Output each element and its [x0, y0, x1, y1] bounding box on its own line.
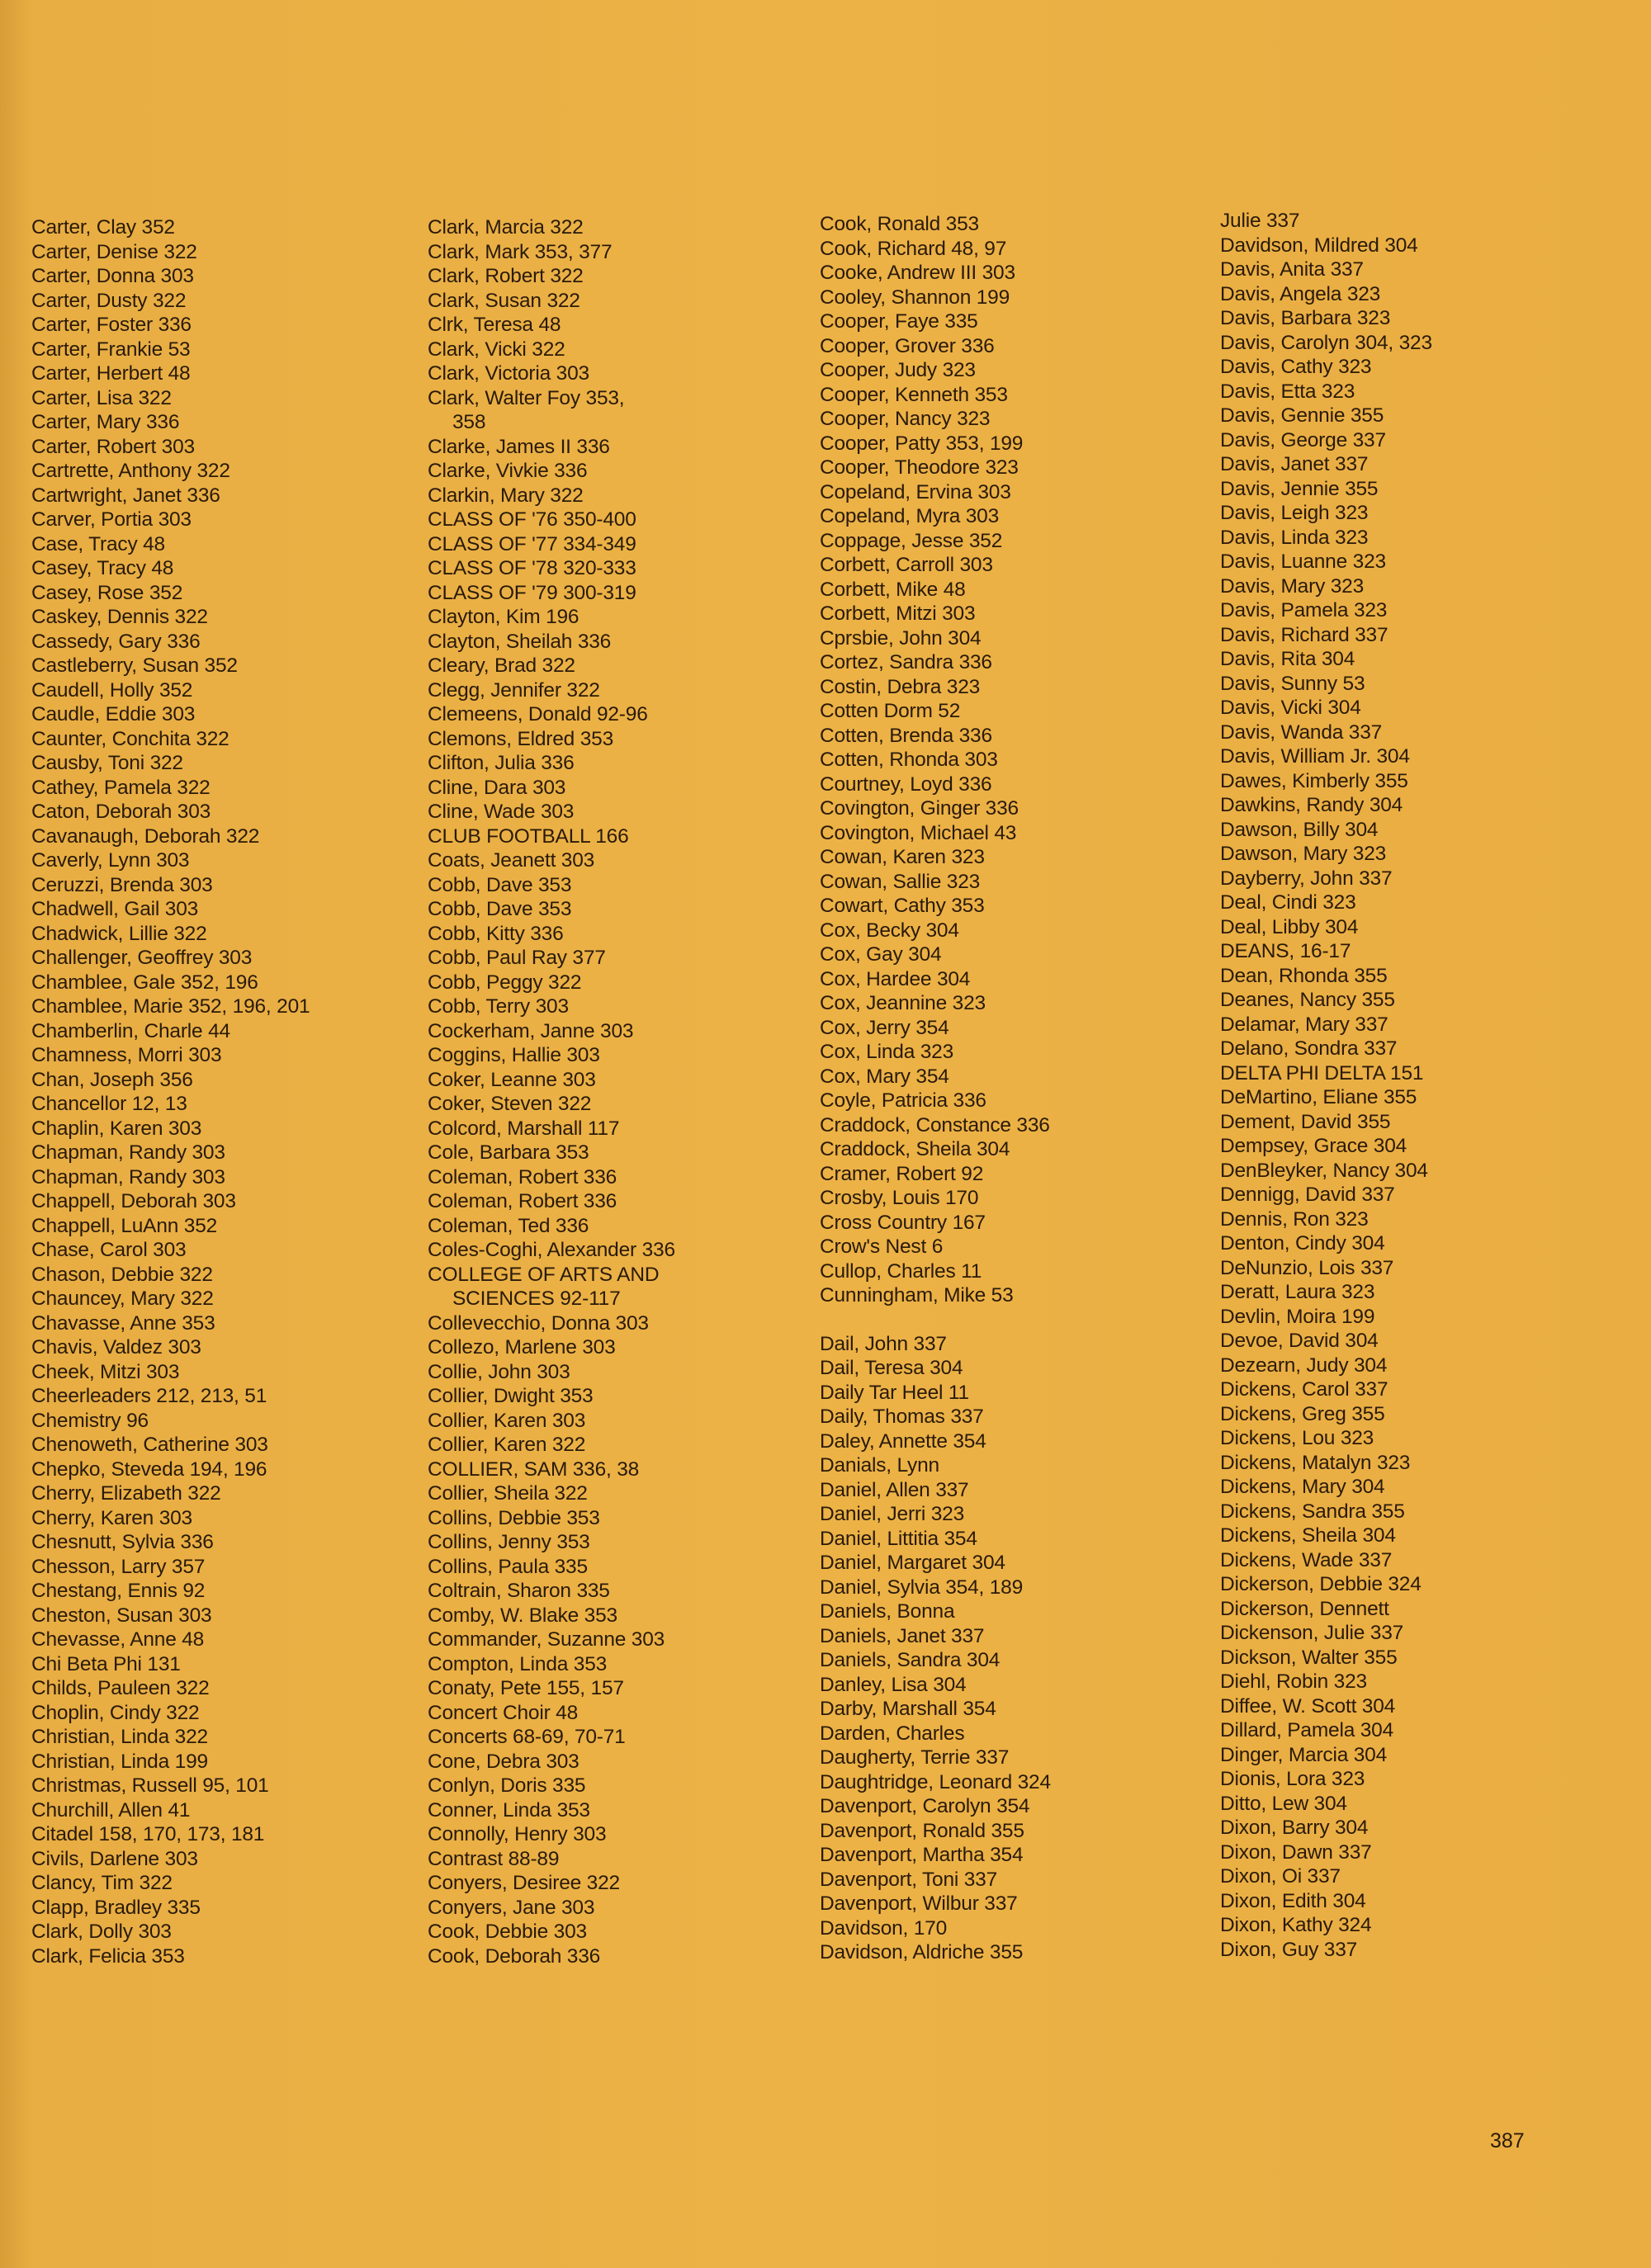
index-entry: Dickens, Mary 304	[1220, 1476, 1385, 1498]
index-entry: Dickens, Sandra 355	[1220, 1500, 1405, 1523]
index-entry: Cartrette, Anthony 322	[31, 460, 230, 482]
index-entry: Coles-Coghi, Alexander 336	[428, 1239, 675, 1261]
index-entry: Coats, Jeanett 303	[428, 849, 595, 872]
index-entry: Coleman, Robert 336	[428, 1165, 617, 1188]
index-entry: Davidson, 170	[820, 1916, 948, 1940]
index-entry: Chesnutt, Sylvia 336	[31, 1531, 214, 1553]
index-entry: Chaplin, Karen 303	[31, 1117, 202, 1140]
index-entry: Davis, Leigh 323	[1220, 502, 1369, 524]
index-entry: Daughtridge, Leonard 324	[820, 1770, 1051, 1793]
index-entry: Cook, Deborah 336	[428, 1944, 601, 1968]
index-entry: Carter, Lisa 322	[31, 386, 172, 409]
index-entry: Cotten Dorm 52	[820, 700, 961, 722]
index-entry: Davidson, Mildred 304	[1220, 234, 1418, 257]
index-entry: Chapman, Randy 303	[31, 1165, 225, 1188]
index-entry: Chi Beta Phi 131	[31, 1652, 181, 1675]
index-entry: Collezo, Marlene 303	[428, 1336, 616, 1358]
index-entry: Cartwright, Janet 336	[31, 484, 220, 507]
index-entry: Cook, Richard 48, 97	[820, 237, 1007, 260]
index-entry: Caskey, Dennis 322	[31, 606, 208, 628]
index-entry: Daily, Thomas 337	[820, 1406, 984, 1428]
index-entry: Clemons, Eldred 353	[428, 727, 613, 750]
index-entry: Coppage, Jesse 352	[820, 529, 1003, 552]
index-entry: Davis, Etta 323	[1220, 380, 1355, 403]
index-entry: DeMartino, Eliane 355	[1220, 1086, 1417, 1108]
index-entry: Conyers, Desiree 322	[428, 1872, 620, 1894]
index-entry: Darby, Marshall 354	[820, 1698, 996, 1720]
index-entry: Clarke, Vivkie 336	[428, 460, 588, 482]
index-entry: Clark, Marcia 322	[428, 216, 584, 239]
index-entry: Craddock, Sheila 304	[820, 1138, 1010, 1160]
index-entry: Clemeens, Donald 92-96	[428, 703, 648, 725]
index-entry: Devoe, David 304	[1220, 1330, 1379, 1352]
index-entry: Clark, Dolly 303	[31, 1921, 172, 1943]
page-number: 387	[1490, 2129, 1525, 2152]
index-entry: Collier, Sheila 322	[428, 1482, 588, 1505]
index-entry: Daniels, Sandra 304	[820, 1649, 1001, 1671]
index-entry: Dickson, Walter 355	[1220, 1646, 1398, 1669]
index-entry: Collins, Paula 335	[428, 1555, 588, 1578]
index-entry: Cooper, Theodore 323	[820, 456, 1019, 479]
index-entry: Copeland, Ervina 303	[820, 480, 1011, 503]
index-entry: Cooke, Andrew III 303	[820, 262, 1015, 284]
index-entry: Cox, Hardee 304	[820, 967, 971, 990]
index-entry: Diehl, Robin 323	[1220, 1670, 1367, 1693]
index-entry: Conaty, Pete 155, 157	[428, 1677, 624, 1699]
index-entry: Causby, Toni 322	[31, 752, 183, 774]
index-entry: Dinger, Marcia 304	[1220, 1743, 1388, 1766]
index-entry: COLLIER, SAM 336, 38	[428, 1458, 640, 1481]
index-entry: Danials, Lynn	[820, 1454, 939, 1477]
index-entry: Davis, Mary 323	[1220, 574, 1365, 598]
index-entry: Cobb, Dave 353	[428, 898, 572, 920]
index-entry: Christian, Linda 199	[31, 1750, 208, 1773]
index-entry: Cassedy, Gary 336	[31, 630, 201, 653]
index-entry: Cole, Barbara 353	[428, 1141, 589, 1164]
index-entry: Cortez, Sandra 336	[820, 651, 992, 673]
index-entry: Cheerleaders 212, 213, 51	[31, 1385, 267, 1407]
index-entry: Davis, Richard 337	[1220, 623, 1388, 646]
index-entry: Dennis, Ron 323	[1220, 1207, 1369, 1231]
index-entry: Carter, Denise 322	[31, 240, 197, 263]
index-entry: DeNunzio, Lois 337	[1220, 1256, 1394, 1279]
index-entry: Chan, Joseph 356	[31, 1068, 193, 1091]
index-entry: Clapp, Bradley 335	[31, 1896, 201, 1919]
index-entry: Castleberry, Susan 352	[31, 654, 238, 677]
index-entry: Churchill, Allen 41	[31, 1798, 191, 1821]
index-entry: Deal, Cindi 323	[1220, 891, 1356, 914]
index-entry: Carter, Donna 303	[31, 265, 194, 287]
index-entry: Coggins, Hallie 303	[428, 1044, 600, 1066]
index-entry: Davenport, Toni 337	[820, 1868, 998, 1891]
index-entry: Carter, Herbert 48	[31, 362, 191, 385]
index-entry: Cowart, Cathy 353	[820, 895, 985, 917]
index-entry: Collier, Dwight 353	[428, 1385, 594, 1407]
index-entry: Dayberry, John 337	[1220, 867, 1393, 890]
index-entry: Clayton, Kim 196	[428, 606, 580, 628]
index-entry: Chemistry 96	[31, 1409, 149, 1432]
index-entry: Crosby, Louis 170	[820, 1187, 979, 1209]
index-entry: Diffee, W. Scott 304	[1220, 1694, 1396, 1718]
index-entry: Dawes, Kimberly 355	[1220, 769, 1408, 792]
index-entry: Chenoweth, Catherine 303	[31, 1434, 268, 1456]
index-entry: Childs, Pauleen 322	[31, 1677, 210, 1699]
index-entry: Cockerham, Janne 303	[428, 1019, 634, 1042]
index-entry: Casey, Tracy 48	[31, 557, 174, 579]
index-entry: Cavanaugh, Deborah 322	[31, 825, 260, 848]
index-column-4	[1220, 209, 1608, 1962]
index-entry: Craddock, Constance 336	[820, 1113, 1050, 1136]
index-entry: Chavis, Valdez 303	[31, 1336, 201, 1358]
index-entry: Devlin, Moira 199	[1220, 1305, 1375, 1328]
index-entry: Dickens, Lou 323	[1220, 1427, 1374, 1449]
index-entry: Dawson, Mary 323	[1220, 843, 1387, 865]
index-entry: Cheston, Susan 303	[31, 1604, 212, 1627]
index-entry: Cone, Debra 303	[428, 1750, 580, 1773]
index-entry: Davis, Barbara 323	[1220, 307, 1391, 329]
index-entry: Concert Choir 48	[428, 1701, 578, 1724]
index-entry: Davis, William Jr. 304	[1220, 745, 1410, 768]
index-entry: Darden, Charles	[820, 1722, 965, 1745]
index-entry: Davis, George 337	[1220, 428, 1386, 451]
index-entry: Davis, Jennie 355	[1220, 477, 1379, 500]
index-entry: Collevecchio, Donna 303	[428, 1311, 649, 1335]
index-entry: Clark, Felicia 353	[31, 1944, 185, 1968]
index-entry: Dickens, Sheila 304	[1220, 1524, 1396, 1547]
index-entry: Cline, Wade 303	[428, 801, 575, 823]
index-entry: Clarkin, Mary 322	[428, 484, 584, 507]
index-entry: Davis, Rita 304	[1220, 648, 1355, 670]
index-entry: Connolly, Henry 303	[428, 1823, 607, 1845]
index-entry: Denton, Cindy 304	[1220, 1232, 1385, 1254]
index-entry: CLASS OF '77 334-349	[428, 532, 636, 555]
index-entry: Clayton, Sheilah 336	[428, 630, 612, 653]
index-entry: Chamness, Morri 303	[31, 1044, 222, 1066]
index-entry: Chappell, Deborah 303	[31, 1190, 236, 1212]
index-entry: Davis, Angela 323	[1220, 282, 1381, 305]
index-entry: Cox, Becky 304	[820, 919, 959, 942]
index-entry: Costin, Debra 323	[820, 675, 981, 698]
index-entry: Chamblee, Marie 352, 196, 201	[31, 995, 310, 1018]
index-entry: Courtney, Loyd 336	[820, 773, 992, 796]
index-entry: Danley, Lisa 304	[820, 1673, 967, 1696]
index-entry: Clark, Victoria 303	[428, 362, 589, 385]
index-entry: Clifton, Julia 336	[428, 752, 575, 774]
index-entry: Cook, Ronald 353	[820, 213, 979, 235]
index-entry: Daniel, Jerri 323	[820, 1503, 964, 1525]
index-entry: Davenport, Carolyn 354	[820, 1795, 1030, 1817]
index-entry: Cooper, Patty 353, 199	[820, 432, 1024, 455]
index-entry: Carter, Clay 352	[31, 216, 175, 239]
index-entry: Chevasse, Anne 48	[31, 1628, 205, 1651]
index-entry: Corbett, Carroll 303	[820, 554, 993, 576]
index-entry: Carter, Mary 336	[31, 411, 180, 433]
index-entry: Cheek, Mitzi 303	[31, 1360, 180, 1383]
index-entry: Cooper, Kenneth 353	[820, 383, 1008, 406]
index-entry: CLASS OF '79 300-319	[428, 581, 636, 604]
index-entry: Ceruzzi, Brenda 303	[31, 873, 213, 896]
index-entry: Chason, Debbie 322	[31, 1263, 213, 1286]
index-entry: Cox, Jerry 354	[820, 1016, 949, 1039]
index-entry: Dickens, Greg 355	[1220, 1402, 1385, 1425]
index-entry: Cotten, Rhonda 303	[820, 749, 998, 771]
index-entry: Commander, Suzanne 303	[428, 1628, 665, 1651]
index-entry: Casey, Rose 352	[31, 581, 183, 604]
index-entry: Clrk, Teresa 48	[428, 314, 561, 336]
index-entry: Deratt, Laura 323	[1220, 1281, 1375, 1303]
index-entry: Davenport, Ronald 355	[820, 1819, 1024, 1842]
index-entry: Clark, Vicki 322	[428, 338, 565, 361]
index-entry: Citadel 158, 170, 173, 181	[31, 1823, 265, 1845]
index-entry: Cox, Linda 323	[820, 1041, 954, 1063]
index-entry: Cowan, Sallie 323	[820, 870, 981, 893]
index-entry: Caverly, Lynn 303	[31, 849, 190, 872]
index-entry: Dixon, Kathy 324	[1220, 1914, 1372, 1936]
index-entry: Chesson, Larry 357	[31, 1555, 206, 1578]
index-entry: Daniels, Janet 337	[820, 1624, 985, 1647]
index-entry: Collier, Karen 322	[428, 1434, 586, 1456]
index-entry: Daniel, Margaret 304	[820, 1552, 1005, 1574]
index-entry: Collins, Jenny 353	[428, 1531, 590, 1553]
index-entry: Davis, Luanne 323	[1220, 550, 1386, 573]
index-entry: Cowan, Karen 323	[820, 846, 985, 868]
index-entry: Davis, Sunny 53	[1220, 672, 1365, 695]
index-entry: DEANS, 16-17	[1220, 940, 1351, 962]
index-entry: Conner, Linda 353	[428, 1798, 590, 1821]
index-entry: Davis, Linda 323	[1220, 526, 1369, 549]
index-entry: Cunningham, Mike 53	[820, 1284, 1014, 1306]
index-entry: Davis, Cathy 323	[1220, 356, 1372, 378]
index-entry: Copeland, Myra 303	[820, 505, 1000, 527]
index-entry: Davidson, Aldriche 355	[820, 1941, 1024, 1963]
index-entry: Carter, Frankie 53	[31, 338, 191, 361]
index-entry: Dickens, Carol 337	[1220, 1378, 1388, 1401]
index-entry: Dionis, Lora 323	[1220, 1768, 1365, 1790]
index-entry: Covington, Michael 43	[820, 821, 1017, 844]
index-entry: Dixon, Barry 304	[1220, 1817, 1369, 1839]
index-entry: Cooper, Nancy 323	[820, 408, 991, 430]
index-entry: Chase, Carol 303	[31, 1239, 187, 1261]
index-entry: Christian, Linda 322	[31, 1726, 208, 1748]
index-entry: Davis, Vicki 304	[1220, 697, 1361, 719]
index-entry: Cobb, Peggy 322	[428, 971, 582, 994]
index-column-3	[820, 212, 1208, 1965]
index-entry: Cooper, Grover 336	[820, 334, 995, 357]
index-entry: Cathey, Pamela 322	[31, 776, 211, 799]
index-entry: Cross Country 167	[820, 1211, 986, 1234]
index-entry: Dawson, Billy 304	[1220, 818, 1379, 841]
index-entry: Davenport, Martha 354	[820, 1844, 1024, 1866]
index-entry: Dail, John 337	[820, 1332, 947, 1355]
index-entry: Case, Tracy 48	[31, 532, 165, 555]
index-entry: Delano, Sondra 337	[1220, 1037, 1398, 1060]
index-entry: Daniels, Bonna	[820, 1600, 955, 1623]
index-entry: Davis, Anita 337	[1220, 258, 1364, 281]
index-entry: Dickens, Matalyn 323	[1220, 1451, 1411, 1474]
index-entry: Clark, Mark 353, 377	[428, 240, 613, 263]
index-entry: 358	[452, 411, 486, 433]
index-entry: Dempsey, Grace 304	[1220, 1135, 1407, 1157]
index-column-2	[428, 215, 816, 1968]
index-entry: Dillard, Pamela 304	[1220, 1719, 1394, 1741]
index-entry: Davis, Pamela 323	[1220, 599, 1388, 621]
index-entry: Corbett, Mike 48	[820, 578, 966, 601]
index-entry: CLASS OF '78 320-333	[428, 557, 636, 579]
index-entry: Coyle, Patricia 336	[820, 1089, 986, 1112]
index-entry: Chapman, Randy 303	[31, 1141, 225, 1164]
index-entry: Davis, Janet 337	[1220, 453, 1369, 475]
index-entry: Colcord, Marshall 117	[428, 1117, 620, 1140]
index-entry: Choplin, Cindy 322	[31, 1701, 200, 1724]
index-entry: Daniel, Sylvia 354, 189	[820, 1576, 1023, 1599]
index-entry: Dixon, Edith 304	[1220, 1889, 1366, 1912]
index-entry: Dennigg, David 337	[1220, 1184, 1395, 1206]
index-entry: Davis, Wanda 337	[1220, 721, 1383, 744]
index-entry: Dickenson, Julie 337	[1220, 1622, 1404, 1644]
index-entry: Cox, Gay 304	[820, 943, 942, 966]
index-entry: Carter, Robert 303	[31, 435, 195, 458]
index-entry: Cook, Debbie 303	[428, 1921, 587, 1943]
index-entry: Coltrain, Sharon 335	[428, 1580, 610, 1602]
index-entry: Chadwick, Lillie 322	[31, 922, 207, 945]
index-entry: Cprsbie, John 304	[820, 626, 982, 650]
index-entry: Dawkins, Randy 304	[1220, 794, 1403, 816]
index-entry: Chauncey, Mary 322	[31, 1288, 214, 1310]
index-entry: Carter, Dusty 322	[31, 289, 187, 312]
index-entry: COLLEGE OF ARTS AND	[428, 1263, 660, 1286]
index-entry: Cobb, Terry 303	[428, 995, 569, 1018]
index-entry: Cobb, Paul Ray 377	[428, 947, 606, 969]
index-entry: Dixon, Oi 337	[1220, 1865, 1341, 1888]
index-entry: CLASS OF '76 350-400	[428, 508, 636, 531]
index-entry: Deal, Libby 304	[1220, 915, 1359, 938]
index-entry: Cox, Jeannine 323	[820, 992, 986, 1014]
index-entry: Clark, Walter Foy 353,	[428, 386, 625, 409]
index-entry: Clarke, James II 336	[428, 435, 610, 458]
index-entry: Cox, Mary 354	[820, 1065, 949, 1088]
index-entry: Dixon, Guy 337	[1220, 1938, 1358, 1961]
index-entry: Concerts 68-69, 70-71	[428, 1726, 626, 1748]
index-entry: Conlyn, Doris 335	[428, 1774, 586, 1797]
index-entry: Conyers, Jane 303	[428, 1896, 595, 1919]
index-entry: Chancellor 12, 13	[31, 1093, 187, 1115]
index-entry: Cherry, Elizabeth 322	[31, 1482, 221, 1505]
index-entry: Delamar, Mary 337	[1220, 1013, 1388, 1036]
index-entry: Challenger, Geoffrey 303	[31, 947, 253, 969]
index-entry: CLUB FOOTBALL 166	[428, 825, 629, 848]
index-entry: DELTA PHI DELTA 151	[1220, 1061, 1424, 1084]
index-entry: Collie, John 303	[428, 1360, 570, 1383]
index-entry: Clark, Robert 322	[428, 265, 584, 287]
index-entry: Contrast 88-89	[428, 1847, 560, 1870]
index-entry: Clegg, Jennifer 322	[428, 678, 600, 702]
index-entry: Cline, Dara 303	[428, 776, 566, 799]
index-entry: Cobb, Kitty 336	[428, 922, 564, 945]
index-entry: Compton, Linda 353	[428, 1652, 608, 1675]
index-entry: Coleman, Robert 336	[428, 1190, 617, 1212]
index-entry: Carter, Foster 336	[31, 314, 192, 336]
index-entry: Coker, Leanne 303	[428, 1068, 596, 1091]
index-entry: Crow's Nest 6	[820, 1236, 944, 1258]
index-entry: Dixon, Dawn 337	[1220, 1840, 1372, 1864]
index-entry: Davis, Gennie 355	[1220, 404, 1384, 427]
index-entry: Dickerson, Debbie 324	[1220, 1573, 1422, 1595]
index-entry: Chappell, LuAnn 352	[31, 1214, 218, 1237]
index-entry: Dean, Rhonda 355	[1220, 964, 1388, 987]
index-entry: Cherry, Karen 303	[31, 1506, 192, 1529]
index-entry: DenBleyker, Nancy 304	[1220, 1159, 1428, 1182]
index-entry: Civils, Darlene 303	[31, 1847, 198, 1870]
index-entry: Coleman, Ted 336	[428, 1214, 589, 1237]
index-entry: Chadwell, Gail 303	[31, 898, 199, 920]
index-entry: Dezearn, Judy 304	[1220, 1354, 1388, 1377]
index-entry: Dickerson, Dennett	[1220, 1597, 1389, 1620]
index-entry: Corbett, Mitzi 303	[820, 602, 976, 625]
index-entry: Daugherty, Terrie 337	[820, 1746, 1010, 1769]
index-entry: Carver, Portia 303	[31, 508, 192, 531]
index-entry: Cooper, Judy 323	[820, 359, 976, 381]
index-entry: Cramer, Robert 92	[820, 1162, 984, 1185]
index-entry: Collier, Karen 303	[428, 1409, 586, 1432]
index-column-1	[31, 215, 419, 1968]
index-entry: Caton, Deborah 303	[31, 801, 211, 823]
index-entry: Clancy, Tim 322	[31, 1872, 173, 1894]
index-entry: Chamblee, Gale 352, 196	[31, 971, 258, 994]
index-entry: Dickens, Wade 337	[1220, 1548, 1393, 1571]
index-entry: SCIENCES 92-117	[452, 1288, 621, 1310]
index-entry: Covington, Ginger 336	[820, 797, 1019, 820]
index-entry: Clark, Susan 322	[428, 289, 580, 312]
index-entry: Daniel, Allen 337	[820, 1478, 969, 1501]
index-entry: Cotten, Brenda 336	[820, 724, 992, 747]
index-entry: Cleary, Brad 322	[428, 654, 575, 677]
index-entry: Daniel, Littitia 354	[820, 1527, 977, 1550]
index-entry: Cobb, Dave 353	[428, 873, 572, 896]
index-entry: Cooper, Faye 335	[820, 310, 978, 333]
index-entry: Julie 337	[1220, 210, 1300, 232]
index-entry: Chamberlin, Charle 44	[31, 1019, 230, 1042]
index-entry: Caudell, Holly 352	[31, 678, 193, 702]
index-entry: Cullop, Charles 11	[820, 1259, 982, 1283]
index-entry: Caunter, Conchita 322	[31, 727, 229, 750]
index-entry: Davenport, Wilbur 337	[820, 1892, 1018, 1915]
index-entry: Comby, W. Blake 353	[428, 1604, 617, 1627]
index-entry: Coker, Steven 322	[428, 1093, 592, 1115]
index-entry: Deanes, Nancy 355	[1220, 989, 1395, 1011]
index-entry: Daily Tar Heel 11	[820, 1381, 969, 1404]
index-entry: Daley, Annette 354	[820, 1429, 986, 1453]
index-entry: Cooley, Shannon 199	[820, 286, 1010, 309]
index-entry: Davis, Carolyn 304, 323	[1220, 331, 1432, 354]
index-entry: Chepko, Steveda 194, 196	[31, 1458, 267, 1481]
index-entry: Dail, Teresa 304	[820, 1357, 963, 1379]
index-entry: Chestang, Ennis 92	[31, 1580, 206, 1602]
index-entry: Collins, Debbie 353	[428, 1506, 600, 1529]
index-entry: Christmas, Russell 95, 101	[31, 1774, 269, 1797]
index-entry: Caudle, Eddie 303	[31, 703, 196, 725]
index-entry: Chavasse, Anne 353	[31, 1311, 215, 1335]
index-entry: Ditto, Lew 304	[1220, 1792, 1347, 1815]
index-entry: Dement, David 355	[1220, 1110, 1391, 1133]
